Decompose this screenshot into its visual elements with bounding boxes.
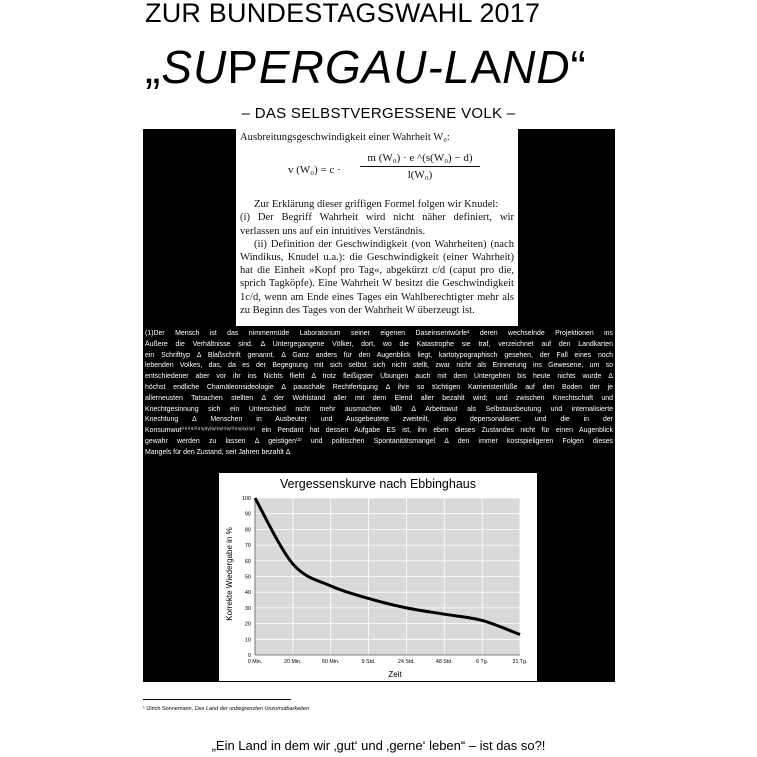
chart-y-tick-label: 60 xyxy=(244,558,251,565)
chart-y-tick-label: 10 xyxy=(244,637,251,644)
formula-fraction xyxy=(360,152,480,182)
essay-line: (1)Der Mensch ist das nimmermüde Laboratorium seiner eigenen Daseinsentwürfe¹ deren wechselnde Projektionen ins xyxy=(145,330,613,337)
chart-x-tick-label: 31 Tg. xyxy=(512,659,528,665)
chart-y-tick-label: 20 xyxy=(244,621,251,628)
footnote-divider xyxy=(143,699,291,700)
title-part-ergau: ERGAU-L xyxy=(258,41,471,93)
open-quote: „ xyxy=(145,41,162,93)
essay-line: Mangels für den Zustand, seit Jahren bezahlt Δ xyxy=(145,448,291,456)
chart-x-tick-label: 6 Tg. xyxy=(476,659,489,665)
essay-line: Knechtgesinnung sich ein Unterschied nicht mehr ausmachen läßt Δ Arbeitswut als Selbstausbeutung und internalisierte xyxy=(145,405,613,413)
essay-line: höchst endliche Chamäleonsideologie Δ pauschale Rechtfertigung Δ ihre so tüchtigen Karrieristenfüße auf den Boden der je xyxy=(145,383,613,391)
footnote xyxy=(143,706,309,712)
chart-y-tick-label: 70 xyxy=(244,543,251,550)
header-title-line1: ZUR BUNDESTAGSWAHL 2017 xyxy=(145,0,541,28)
essay-line: Knechtung Δ Menschen in Ausbeuter und Ausgebeutete zweiteilt, also depersonalisiert; und die in der xyxy=(145,416,613,424)
essay-line: gewahr werden zu lassen Δ geistigen⁽²⁾ und politischen Spontanitätsmangel Δ den immer kostspieligeren Folgen dieses xyxy=(145,437,613,445)
formula-paragraph-3: (ii) Definition der Geschwindigkeit (von Wahrheiten) (nach Windikus, Knudel u.a.): die Geschwindigkeit (einer Wahrheit) hat die Einheit »Kopf pro Tag«, abgekürzt c/d (caput pro die, sprich Tagköpfe). Eine Wahrheit W besitzt die Geschwindigkeit 1c/d, wenn am Ende eines Tages ein Wahlberechtigter mehr als zu Beginn des Tages von der Wahrheit W überzeugt ist. xyxy=(240,238,514,316)
formula-paragraph-1: Zur Erklärung dieser griffigen Formel folgen wir Knudel: xyxy=(254,199,499,211)
footnote-marker: ¹ xyxy=(143,706,145,712)
chart-y-tick-label: 40 xyxy=(244,590,251,597)
chart-x-axis-label: Zeit xyxy=(388,670,402,679)
footnote-author: Ulrich Sonnemann, xyxy=(146,706,194,712)
close-quote: “ xyxy=(570,41,587,93)
formula-lhs: v (W₀) = c · xyxy=(288,164,341,177)
chart-svg xyxy=(219,473,537,681)
title-part-nd: ND xyxy=(502,41,571,93)
chart-x-tick-label: 24 Std. xyxy=(398,659,415,665)
title-part-su: SU xyxy=(161,41,228,93)
essay-line: ein Schrifttyp Δ Blaßschrift genannt. Δ Ganz anders für den Augenblick liegt, kartotypographisch gesehen, der Fall eines noch xyxy=(145,351,613,359)
chart-y-tick-label: 50 xyxy=(244,574,251,581)
essay-line: Äußere die Verhältnisse sind. Δ Untergegangene Völker, dort, wo die Katastrophe sie traf, verzeichnet auf den Landkarten xyxy=(145,340,613,348)
essay-line: lebenden Volkes, das, da es der Begegnung mit sich selbst sich nicht stellt, zwar nicht als Erinnerung ins Gewesene, um so xyxy=(145,362,613,370)
chart-x-tick-label: 9 Std. xyxy=(361,659,376,665)
essay-line: entschiedener aber vor ihr ins Nichts flieht Δ trotz fleißigster Übungen auch mit dem Untergehen bis heute nichts wurde Δ xyxy=(145,373,613,381)
ebbinghaus-chart xyxy=(219,473,537,681)
formula-numerator: m (W₀) · e ^(s(W₀) − d) xyxy=(360,152,480,167)
formula-paragraph-2: (i) Der Begriff Wahrheit wird nicht näher definiert, wir verlassen uns auf ein intuitives Verständnis. xyxy=(240,212,514,237)
header-title-line2 xyxy=(145,40,587,94)
formula-heading: Ausbreitungsgeschwindigkeit einer Wahrheit W₀: xyxy=(240,132,450,143)
essay-line: allerneusten Tatsachen stellten Δ der Wohlstand aller mit dem Elend aller bezahlt wird; und zwischen Knechtschaft und xyxy=(145,394,613,402)
chart-x-tick-label: 20 Min. xyxy=(284,659,302,665)
chart-y-axis-label: Korrekte Wiedergabe in % xyxy=(225,527,234,621)
footnote-title: Das Land der unbegrenzten Unzumutbarkeiten xyxy=(194,706,310,712)
formula-denominator: l(W₀) xyxy=(407,169,433,182)
formula-scan-box xyxy=(236,129,518,326)
essay-text-block xyxy=(143,329,615,470)
chart-title: Vergessenskurve nach Ebbinghaus xyxy=(280,477,476,491)
chart-y-tick-label: 100 xyxy=(241,496,251,502)
chart-x-tick-label: 48 Std. xyxy=(435,659,453,665)
bottom-quote: „Ein Land in dem wir ‚gut‘ und ‚gerne‘ leben“ – ist das so?! xyxy=(211,738,546,753)
chart-y-tick-label: 0 xyxy=(247,653,251,659)
formula-equation xyxy=(240,152,514,190)
chart-plot-area xyxy=(242,496,528,665)
chart-y-tick-label: 30 xyxy=(244,605,251,612)
chart-y-tick-label: 80 xyxy=(244,527,251,534)
title-part-a: A xyxy=(470,41,503,93)
title-part-p: P xyxy=(227,41,259,93)
chart-y-tick-label: 90 xyxy=(244,511,251,518)
chart-x-tick-label: 60 Min. xyxy=(322,659,340,665)
subtitle: – DAS SELBSTVERGESSENE VOLK – xyxy=(241,105,516,122)
essay-line: Konsumwut⁽ⁱ⁾⁽ⁱⁱ⁾⁽ⁱⁱⁱ⁾⁽ⁱᵛ⁾⁽ᵛ⁾⁽ᵛⁱ⁾⁽ᵛⁱⁱ⁾⁽ᵛⁱⁱⁱ⁾⁽ⁱˣ⁾⁽ˣ⁾⁽ˣⁱ⁾ ein Pendant hat dessen Aufgabe ES ist, ihn eben dieses Zustandes nicht für einen Augenblick xyxy=(145,427,613,435)
chart-x-tick-label: 0 Min. xyxy=(247,659,263,665)
